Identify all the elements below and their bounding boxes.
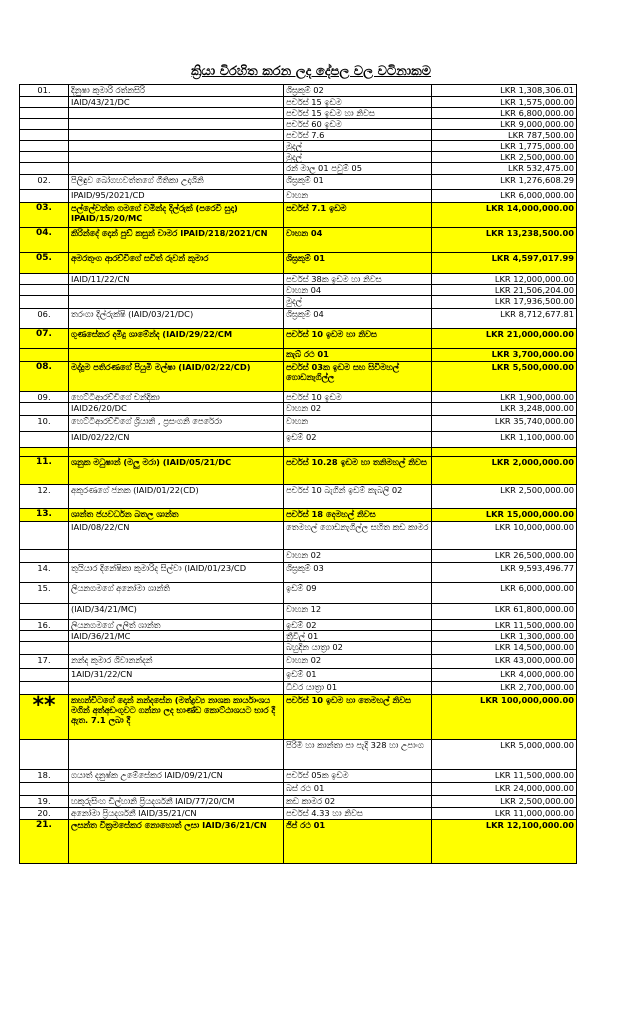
name-cell <box>69 108 284 119</box>
asset-cell: කැබ් රථ 01 <box>284 349 432 362</box>
value-cell <box>432 448 577 457</box>
name-cell: ලසන්ත වික්‍රමසේකර නොහොත් ලසා IAID/36/21/CN <box>69 820 284 864</box>
table-row <box>20 796 577 808</box>
asset-cell: ශිඝ්‍රකුම් 04 <box>284 309 432 329</box>
row-number-cell: 17. <box>20 655 69 669</box>
value-cell: LKR 2,000,000.00 <box>432 457 577 485</box>
asset-cell: පර්චස් 10 ඉඩම <box>284 392 432 403</box>
asset-cell: මුදල් <box>284 152 432 163</box>
asset-cell: බහුදින යාත්‍රා 02 <box>284 642 432 655</box>
table-row <box>20 695 577 740</box>
row-number-cell <box>20 163 69 175</box>
value-cell: LKR 9,000,000.00 <box>432 119 577 130</box>
table-row <box>20 770 577 783</box>
asset-cell: ශිඝ්‍රකුම් 01 <box>284 175 432 190</box>
asset-cell <box>284 448 432 457</box>
row-number-cell: 12. <box>20 485 69 509</box>
row-number-cell: 03. <box>20 203 69 228</box>
value-cell: LKR 12,100,000.00 <box>432 820 577 864</box>
row-number-cell: 02. <box>20 175 69 190</box>
row-number-cell: 21. <box>20 820 69 864</box>
name-cell <box>69 448 284 457</box>
name-cell: ශාන්ත ජයවර්ධන බතල ශාන්ත <box>69 509 284 522</box>
name-cell: තුයියාර දිනේෂිකා කුමාරිද සිල්වා (IAID/01/23/CD <box>69 563 284 583</box>
row-number-cell <box>20 403 69 416</box>
row-number-cell <box>20 631 69 642</box>
asset-cell: වාහන <box>284 416 432 432</box>
name-cell: ශනුක මධුෂාන් (මලු මරා) (IAID/05/21/DC <box>69 457 284 485</box>
asset-cell: වාහන 12 <box>284 604 432 620</box>
table-row <box>20 583 577 604</box>
table-row <box>20 669 577 682</box>
value-cell: LKR 2,700,000.00 <box>432 682 577 695</box>
row-number-cell <box>20 296 69 309</box>
row-number-cell <box>20 274 69 285</box>
table-row <box>20 141 577 152</box>
value-cell: LKR 6,800,000.00 <box>432 108 577 119</box>
name-cell: අකුරණගේ ජනක (IAID/01/22(CD) <box>69 485 284 509</box>
name-cell <box>69 349 284 362</box>
row-number-cell: 04. <box>20 228 69 253</box>
name-cell <box>69 682 284 695</box>
table-row <box>20 631 577 642</box>
row-number-cell <box>20 682 69 695</box>
asset-cell: ඉඩම් 02 <box>284 432 432 448</box>
table-row <box>20 152 577 163</box>
asset-cell: වාහන <box>284 190 432 203</box>
value-cell: LKR 100,000,000.00 <box>432 695 577 740</box>
value-cell: LKR 4,000,000.00 <box>432 669 577 682</box>
table-row <box>20 175 577 190</box>
value-cell: LKR 61,800,000.00 <box>432 604 577 620</box>
name-cell <box>69 296 284 309</box>
value-cell: LKR 2,500,000.00 <box>432 152 577 163</box>
asset-cell: තෙමහල් ගොඩනැගිල්ල සහිත කඩ කාමර <box>284 522 432 550</box>
row-number-cell: 13. <box>20 509 69 522</box>
table-row <box>20 432 577 448</box>
value-cell: LKR 14,500,000.00 <box>432 642 577 655</box>
name-cell: (IAID/34/21/MC) <box>69 604 284 620</box>
name-cell: ගුණසේකර දමිදු ශාමේන්ද (IAID/29/22/CM <box>69 329 284 349</box>
value-cell: LKR 35,740,000.00 <box>432 416 577 432</box>
table-row <box>20 392 577 403</box>
name-cell: 1AID/31/22/CN <box>69 669 284 682</box>
row-number-cell: 07. <box>20 329 69 349</box>
asset-cell: ඉඩම් 09 <box>284 583 432 604</box>
table-row <box>20 285 577 296</box>
table-row <box>20 163 577 175</box>
page-title: ක්‍රියා විරහිත කරන ලද දේපල වල වටිනාකම <box>190 64 432 79</box>
table-row <box>20 783 577 796</box>
row-number-cell <box>20 285 69 296</box>
row-number-cell: 08. <box>20 362 69 392</box>
row-number-cell: 06. <box>20 309 69 329</box>
name-cell: ගයාත් දනුෂ්ක උමේසේකර IAID/09/21/CN <box>69 770 284 783</box>
asset-cell: වාහන 02 <box>284 655 432 669</box>
value-cell: LKR 1,775,000.00 <box>432 141 577 152</box>
name-cell: IAID26/20/DC <box>69 403 284 416</box>
value-cell: LKR 1,308,306.01 <box>432 85 577 97</box>
row-number-cell: 15. <box>20 583 69 604</box>
row-number-cell: 09. <box>20 392 69 403</box>
value-cell: LKR 1,276,608.29 <box>432 175 577 190</box>
name-cell <box>69 783 284 796</box>
table-row <box>20 203 577 228</box>
row-number-cell: 01. <box>20 85 69 97</box>
name-cell: කහන්චිටගේ දොන් නන්දසේන (මත්ද්‍රව්‍ය නාශක කාර්යාංශය මගින් අත්අඩංගුවට ගන්නා ලද භාණ්ඩ කොට්ඨාශයට භාර දී ඇත. 7.1 ලබා දී <box>69 695 284 740</box>
row-number-cell <box>20 783 69 796</box>
name-cell <box>69 740 284 770</box>
name-cell: කිරින්දේ දොන් පුඩ් කසුන් චාමර IPAID/218/2021/CN <box>69 228 284 253</box>
table-row <box>20 457 577 485</box>
value-cell: LKR 9,593,496.77 <box>432 563 577 583</box>
value-cell: LKR 21,000,000.00 <box>432 329 577 349</box>
value-cell: LKR 26,500,000.00 <box>432 550 577 563</box>
table-row <box>20 522 577 550</box>
value-cell: LKR 24,000,000.00 <box>432 783 577 796</box>
asset-cell: පර්චස් 15 ඉඩම <box>284 97 432 108</box>
table-row <box>20 253 577 274</box>
asset-cell: කඩ කාමර 02 <box>284 796 432 808</box>
asset-cell: පර්චස් 03ක ඉඩම සහ සිවිමහල් ගොඩනැගිල්ල <box>284 362 432 392</box>
value-cell: LKR 532,475.00 <box>432 163 577 175</box>
table-row <box>20 820 577 864</box>
name-cell: අනෝමා ප්‍රියදර්ශනී IAID/35/21/CN <box>69 808 284 820</box>
row-number-cell <box>20 141 69 152</box>
asset-cell: වාහන 02 <box>284 550 432 563</box>
value-cell: LKR 11,500,000.00 <box>432 770 577 783</box>
table-row <box>20 85 577 97</box>
table-row <box>20 130 577 141</box>
name-cell: ලියනගමගේ අනෝමා ශාන්ති <box>69 583 284 604</box>
table-row <box>20 403 577 416</box>
asset-cell: පර්චස් 7.6 <box>284 130 432 141</box>
asset-cell: ශිඝ්‍රකුම් 03 <box>284 563 432 583</box>
value-cell: LKR 11,000,000.00 <box>432 808 577 820</box>
row-number-cell <box>20 550 69 563</box>
row-number-cell: 05. <box>20 253 69 274</box>
name-cell: තරංගා දිල්රුක්ෂි (IAID/03/21/DC) <box>69 309 284 329</box>
asset-cell: පර්චස් 15 ඉඩම හා නිවස <box>284 108 432 119</box>
row-number-cell: 18. <box>20 770 69 783</box>
value-cell: LKR 3,700,000.00 <box>432 349 577 362</box>
asset-cell: රන් මාල 01 පවුම් 05 <box>284 163 432 175</box>
row-number-cell: 19. <box>20 796 69 808</box>
value-cell: LKR 21,506,204.00 <box>432 285 577 296</box>
value-cell: LKR 6,000,000.00 <box>432 190 577 203</box>
name-cell <box>69 550 284 563</box>
table-row <box>20 550 577 563</box>
name-cell: පිලිඳුව බෝගහවත්තගේ ගීතිකා උදාශිනි <box>69 175 284 190</box>
value-cell: LKR 43,000,000.00 <box>432 655 577 669</box>
asset-cell: ධීවර යාත්‍රා 01 <box>284 682 432 695</box>
asset-cell: ජිප් රථ 01 <box>284 820 432 864</box>
table-row <box>20 808 577 820</box>
name-cell: මද්දුම පතිරණගේ පියුමි මල්ෂා (IAID/02/22/CD) <box>69 362 284 392</box>
name-cell <box>69 152 284 163</box>
row-number-cell <box>20 740 69 770</box>
value-cell: LKR 6,000,000.00 <box>432 583 577 604</box>
table-row <box>20 485 577 509</box>
table-row <box>20 362 577 392</box>
row-number-cell: 20. <box>20 808 69 820</box>
table-row <box>20 97 577 108</box>
asset-cell: පර්චස් 18 දෙමහල් නිවස <box>284 509 432 522</box>
name-cell <box>69 130 284 141</box>
asset-cell: ඉඩම් 01 <box>284 669 432 682</box>
asset-cell: වාහන 02 <box>284 403 432 416</box>
name-cell: ලියනගමගේ ලලිත් ශාන්ත <box>69 620 284 631</box>
table-row <box>20 108 577 119</box>
row-number-cell <box>20 669 69 682</box>
name-cell <box>69 163 284 175</box>
row-number-cell: 10. <box>20 416 69 432</box>
name-cell <box>69 119 284 130</box>
value-cell: LKR 2,500,000.00 <box>432 796 577 808</box>
row-number-cell: 11. <box>20 457 69 485</box>
assets-table-body <box>20 85 577 864</box>
name-cell: හෙට්ටිආරච්චිගේ ශ්‍රියානි , ප්‍රසංගනි පෙරේරා <box>69 416 284 432</box>
row-number-cell <box>20 152 69 163</box>
name-cell: හෙට්ටිආරච්චිගේ චන්දිකා <box>69 392 284 403</box>
asset-cell: වාහන 04 <box>284 285 432 296</box>
asset-cell: පර්චස් 10 ඉඩම හා තෙමහල් නිවස <box>284 695 432 740</box>
value-cell: LKR 1,900,000.00 <box>432 392 577 403</box>
asset-cell: පර්චස් 38ක ඉඩම හා නිවස <box>284 274 432 285</box>
asset-cell: වාහන 04 <box>284 228 432 253</box>
value-cell: LKR 11,500,000.00 <box>432 620 577 631</box>
table-row <box>20 190 577 203</box>
table-row <box>20 349 577 362</box>
table-row <box>20 682 577 695</box>
asset-cell: පර්චස් 10 ඉඩම හා නිවස <box>284 329 432 349</box>
row-number-cell <box>20 97 69 108</box>
table-row <box>20 740 577 770</box>
table-row <box>20 329 577 349</box>
assets-table <box>19 84 577 864</box>
table-row <box>20 119 577 130</box>
asset-cell: මුදල් <box>284 141 432 152</box>
name-cell: IAID/36/21/MC <box>69 631 284 642</box>
row-number-cell <box>20 604 69 620</box>
table-row <box>20 620 577 631</box>
row-number-cell: 14. <box>20 563 69 583</box>
asset-cell: පර්චස් 60 ඉඩම <box>284 119 432 130</box>
name-cell: IAID/11/22/CN <box>69 274 284 285</box>
value-cell: LKR 1,575,000.00 <box>432 97 577 108</box>
asset-cell: ත්‍රීවීල් 01 <box>284 631 432 642</box>
value-cell: LKR 1,300,000.00 <box>432 631 577 642</box>
asset-cell: පර්චස් 4.33 හා නිවස <box>284 808 432 820</box>
table-row <box>20 228 577 253</box>
name-cell: පල්ලේවත්ත ගමගේ චමින්ද දිල්රුක් (පරෙවි සුදා) IPAID/15/20/MC <box>69 203 284 228</box>
row-number-cell <box>20 349 69 362</box>
table-row <box>20 448 577 457</box>
value-cell: LKR 13,238,500.00 <box>432 228 577 253</box>
table-row <box>20 509 577 522</box>
value-cell: LKR 787,500.00 <box>432 130 577 141</box>
row-number-cell: 16. <box>20 620 69 631</box>
table-row <box>20 604 577 620</box>
name-cell: IPAID/95/2021/CD <box>69 190 284 203</box>
value-cell: LKR 2,500,000.00 <box>432 485 577 509</box>
asset-cell: ශිඝ්‍රකුම් 02 <box>284 85 432 97</box>
row-number-cell <box>20 448 69 457</box>
name-cell: අමරතුංග ආරච්චිගේ සචිත් රුවන් කුමාර <box>69 253 284 274</box>
row-number-cell <box>20 130 69 141</box>
asset-cell: පර්චස් 10.28 ඉඩම හා තනිමහල් නිවස <box>284 457 432 485</box>
name-cell <box>69 141 284 152</box>
asset-cell: පර්චස් 7.1 ඉඩම <box>284 203 432 228</box>
asset-cell: පර්චස් 10 බැගින් ඉඩම් කැබලි 02 <box>284 485 432 509</box>
asset-cell: මුදල් <box>284 296 432 309</box>
name-cell: IAID/43/21/DC <box>69 97 284 108</box>
asset-cell: ශිඝ්‍රකුම් 01 <box>284 253 432 274</box>
row-number-cell <box>20 522 69 550</box>
value-cell: LKR 10,000,000.00 <box>432 522 577 550</box>
asset-cell: පිරිමි හා කාන්තා පා පැදි 328 හා උපාංග <box>284 740 432 770</box>
name-cell: නන්ද කුමාර ශිවානන්දන් <box>69 655 284 669</box>
value-cell: LKR 4,597,017.99 <box>432 253 577 274</box>
table-row <box>20 563 577 583</box>
value-cell: LKR 8,712,677.81 <box>432 309 577 329</box>
asset-cell: ඉඩම් 02 <box>284 620 432 631</box>
value-cell: LKR 17,936,500.00 <box>432 296 577 309</box>
name-cell: දිනුෂා කුමාරි රත්නසිරි <box>69 85 284 97</box>
name-cell <box>69 642 284 655</box>
table-row <box>20 309 577 329</box>
value-cell: LKR 14,000,000.00 <box>432 203 577 228</box>
name-cell: හකුරුසිංහ ඩිල්හානි ප්‍රියදර්ශනී IAID/77/20/CM <box>69 796 284 808</box>
row-number-cell <box>20 108 69 119</box>
table-row <box>20 655 577 669</box>
table-row <box>20 296 577 309</box>
asset-cell: පර්චස් 05ක ඉඩම <box>284 770 432 783</box>
name-cell <box>69 285 284 296</box>
value-cell: LKR 5,500,000.00 <box>432 362 577 392</box>
row-number-cell <box>20 642 69 655</box>
table-row <box>20 274 577 285</box>
table-row <box>20 416 577 432</box>
value-cell: LKR 5,000,000.00 <box>432 740 577 770</box>
row-number-cell <box>20 190 69 203</box>
value-cell: LKR 3,248,000.00 <box>432 403 577 416</box>
value-cell: LKR 15,000,000.00 <box>432 509 577 522</box>
name-cell: IAID/08/22/CN <box>69 522 284 550</box>
table-row <box>20 642 577 655</box>
row-number-cell: ** <box>20 695 69 740</box>
value-cell: LKR 12,000,000.00 <box>432 274 577 285</box>
row-number-cell <box>20 432 69 448</box>
row-number-cell <box>20 119 69 130</box>
value-cell: LKR 1,100,000.00 <box>432 432 577 448</box>
name-cell: IAID/02/22/CN <box>69 432 284 448</box>
asset-cell: බස් රථ 01 <box>284 783 432 796</box>
